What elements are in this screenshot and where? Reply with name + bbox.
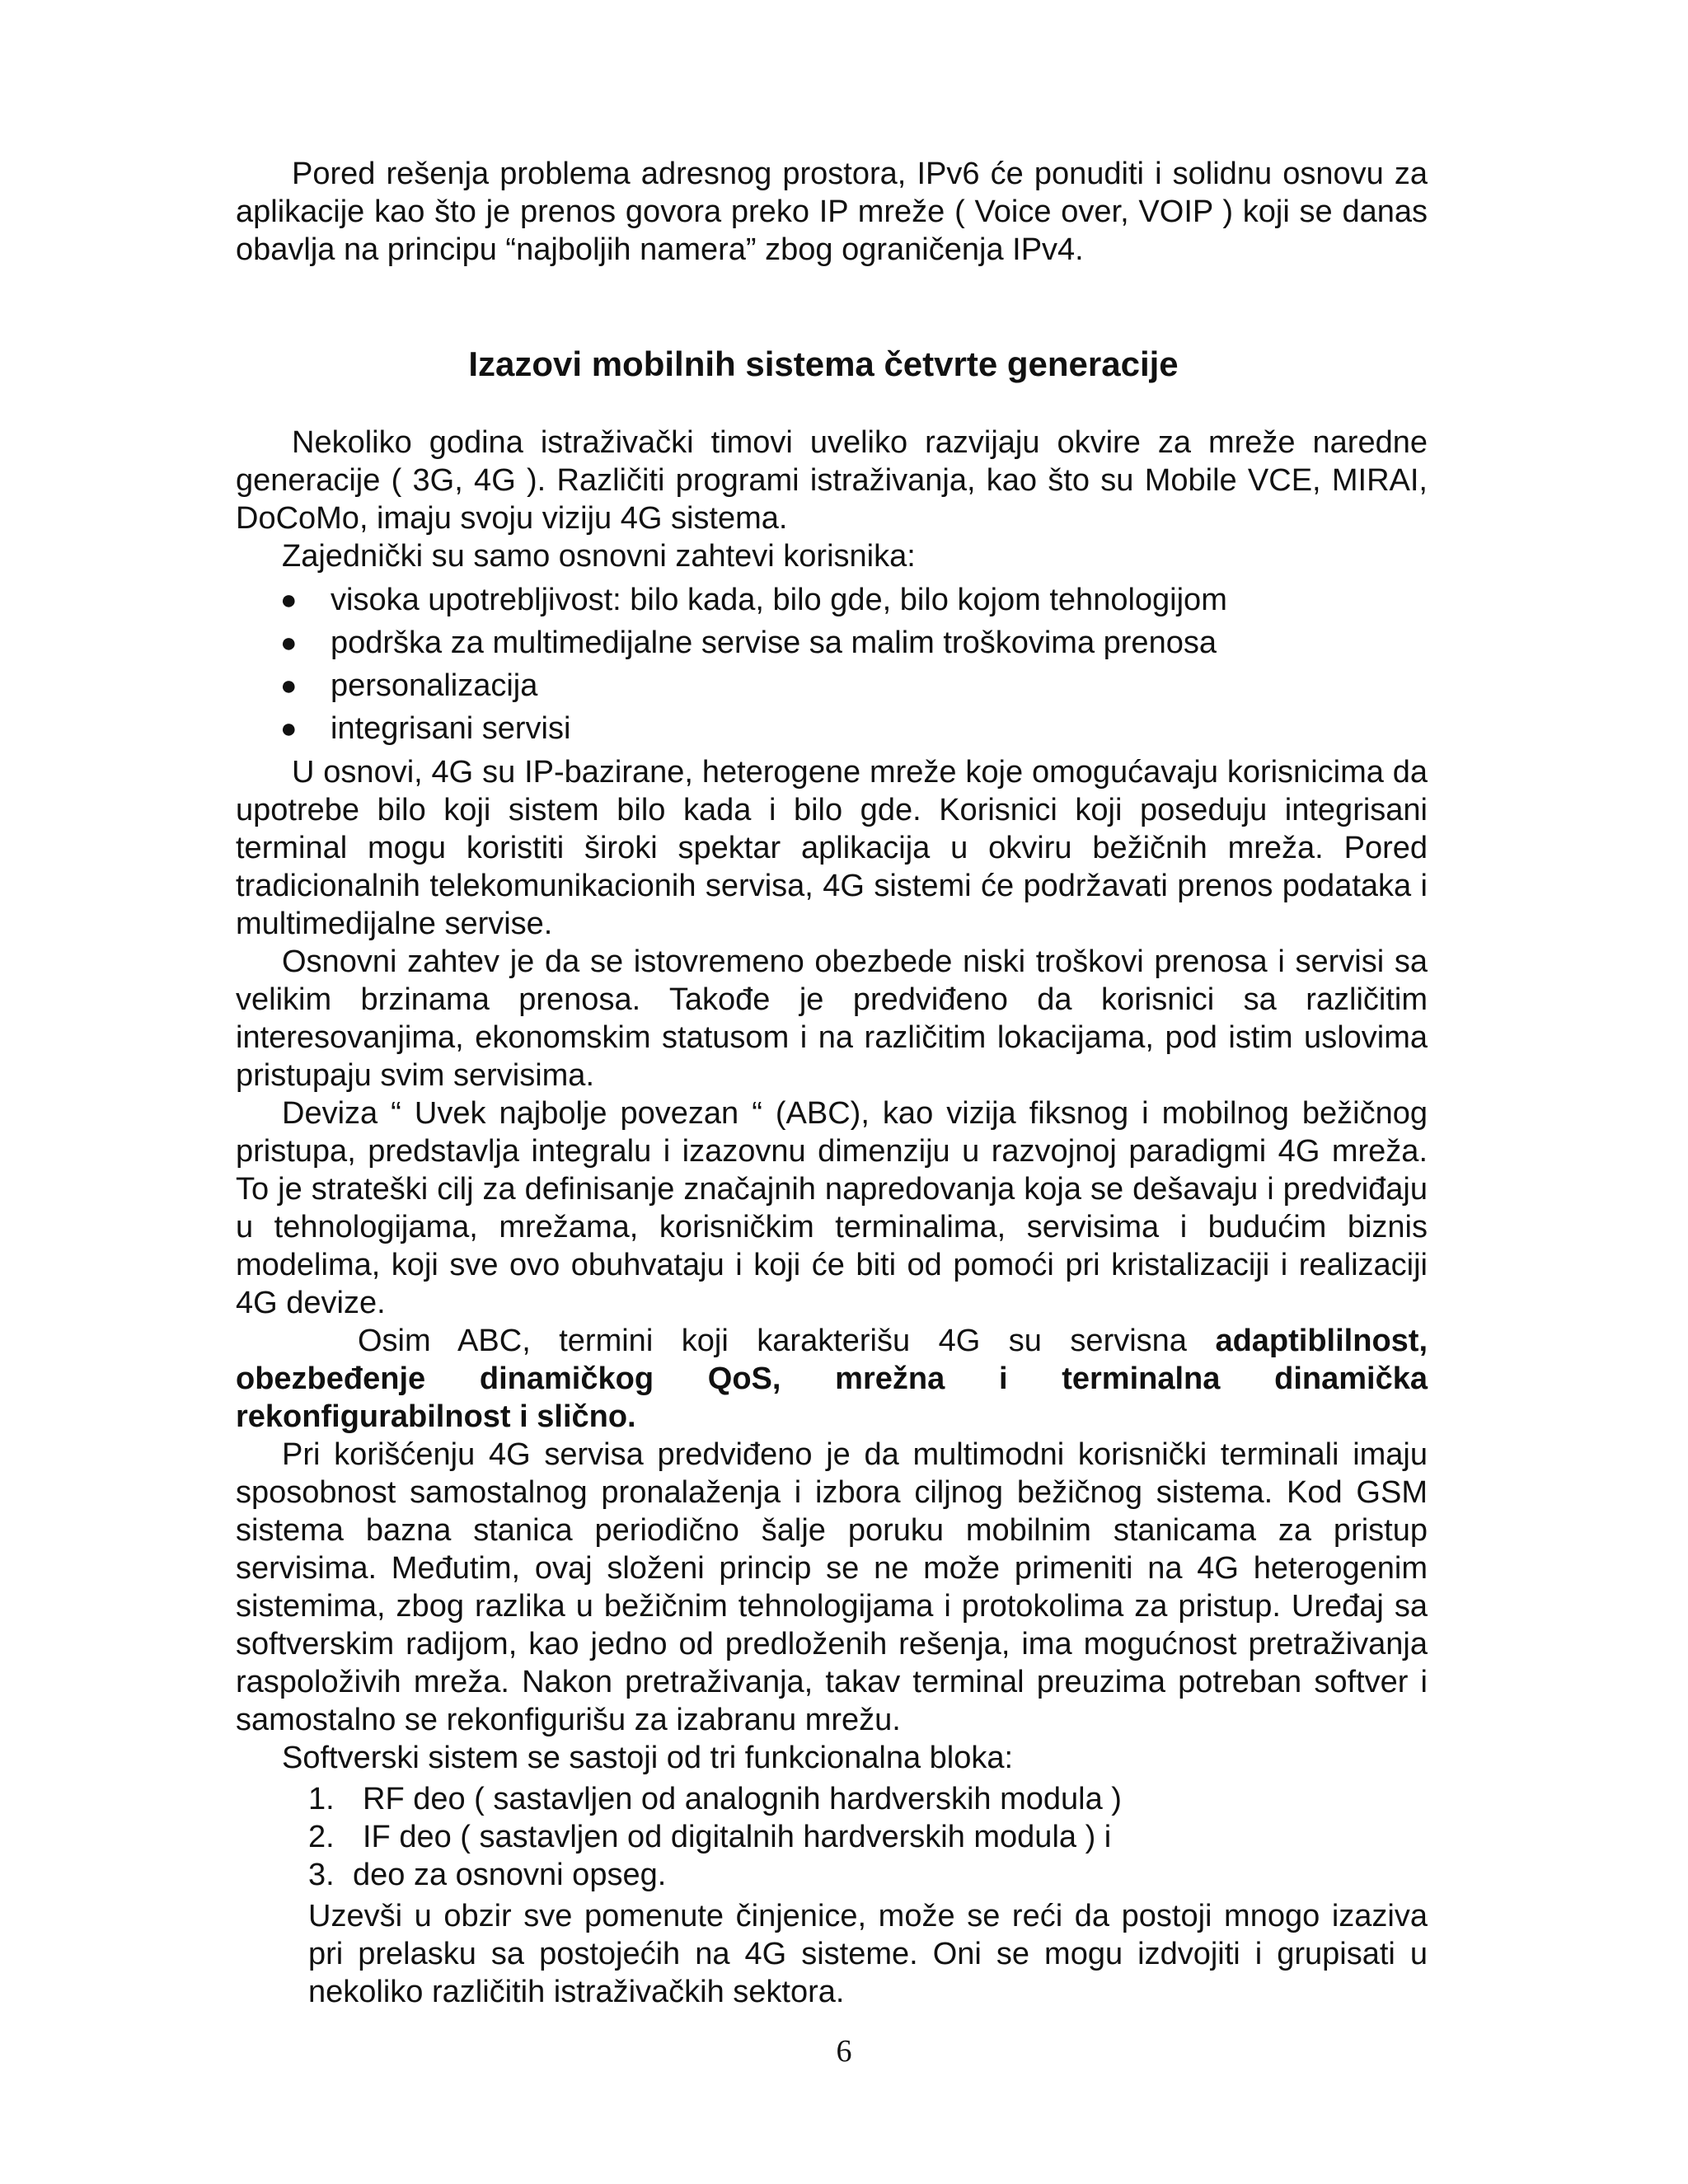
- list-item: ● visoka upotrebljivost: bilo kada, bilo gde, bilo kojom tehnologijom: [236, 579, 1428, 621]
- paragraph-2: Zajednički su samo osnovni zahtevi korisnika:: [282, 539, 916, 574]
- paragraph-6: Osim ABC, termini koji karakterišu 4G su servisna adaptiblilnost, obezbeđenje dinamičkog QoS, mrežna i terminalna dinamička rekonfigurabilnost i slično.: [236, 1324, 1428, 1434]
- paragraph-8: Softverski sistem se sastoji od tri funkcionalna bloka:: [282, 1741, 1014, 1775]
- paragraph-6-bold: adaptiblilnost, obezbeđenje dinamičkog QoS, mrežna i terminalna dinamička rekonfigurabilnost i slično.: [236, 1324, 1428, 1434]
- main-section: [236, 424, 1428, 2011]
- bullet-icon: ●: [280, 584, 298, 616]
- page-number: 6: [836, 2034, 852, 2069]
- list-item: ● personalizacija: [236, 664, 1428, 707]
- bullet-icon: ●: [280, 713, 298, 744]
- requirements-list: [236, 579, 1428, 750]
- list-item: ● podrška za multimedijalne servise sa malim troškovima prenosa: [236, 621, 1428, 664]
- list-item: 2. IF deo ( sastavljen od digitalnih hardverskih modula ) i: [308, 1820, 1112, 1854]
- paragraph-3: U osnovi, 4G su IP-bazirane, heterogene mreže koje omogućavaju korisnicima da upotrebe bilo koji sistem bilo kada i bilo gde. Korisnici koji poseduju integrisani terminal mogu koristiti široki spektar aplikacija u okviru bežičnih mreža. Pored tradicionalnih telekomunikacionih servisa, 4G sistemi će podržavati prenos podataka i multimedijalne servise.: [236, 755, 1428, 941]
- paragraph-7: Pri korišćenju 4G servisa predviđeno je da multimodni korisnički terminali imaju sposobnost samostalnog pronalaženja i izbora ciljnog bežičnog sistema. Kod GSM sistema bazna stanica periodično šalje poruku mobilnim stanicama za pristup servisima. Međutim, ovaj složeni princip se ne može primeniti na 4G heterogenim sistemima, zbog razlika u bežičnim tehnologijama i protokolima za pristup. Uređaj sa softverskim radijom, kao jedno od predloženih rešenja, ima mogućnost pretraživanja raspoloživih mreža. Nakon pretraživanja, takav terminal preuzima potreban softver i samostalno se rekonfigurišu za izabranu mrežu.: [236, 1437, 1428, 1737]
- section-heading: Izazovi mobilnih sistema četvrte generacije: [468, 344, 1179, 383]
- paragraph-4: Osnovni zahtev je da se istovremeno obezbede niski troškovi prenosa i servisi sa velikim brzinama prenosa. Takođe je predviđeno da korisnici sa različitim interesovanjima, ekonomskim statusom i na različitim lokacijama, pod istim uslovima pristupaju svim servisima.: [236, 944, 1428, 1093]
- intro-paragraph: Pored rešenja problema adresnog prostora, IPv6 će ponuditi i solidnu osnovu za aplikacije kao što je prenos govora preko IP mreže ( Voice over, VOIP ) koji se danas obavlja na principu “najboljih namera” zbog ograničenja IPv4.: [236, 157, 1428, 267]
- paragraph-5: Deviza “ Uvek najbolje povezan “ (ABC), kao vizija fiksnog i mobilnog bežičnog pristupa, predstavlja integralu i izazovnu dimenziju u razvojnoj paradigmi 4G mreža. To je strateški cilj za definisanje značajnih napredovanja koja se dešavaju i predviđaju u tehnologijama, mrežama, korisničkim terminalima, servisima i budućim biznis modelima, koji sve ovo obuhvataju i koji će biti od pomoći pri kristalizaciji i realizaciji 4G devize.: [236, 1096, 1428, 1320]
- bullet-icon: ●: [280, 670, 298, 701]
- list-item: 1. RF deo ( sastavljen od analognih hardverskih modula ): [308, 1782, 1122, 1816]
- list-item: ● integrisani servisi: [236, 707, 1428, 750]
- blocks-list: [236, 1780, 1428, 1894]
- paragraph-9: Uzevši u obzir sve pomenute činjenice, može se reći da postoji mnogo izaziva pri prelasku sa postojećih na 4G sisteme. Oni se mogu izdvojiti i grupisati u nekoliko različitih istraživačkih sektora.: [308, 1899, 1428, 2009]
- paragraph-1: Nekoliko godina istraživački timovi uveliko razvijaju okvire za mreže naredne generacije ( 3G, 4G ). Različiti programi istraživanja, kao što su Mobile VCE, MIRAI, DoCoMo, imaju svoju viziju 4G sistema.: [236, 425, 1428, 536]
- bullet-icon: ●: [280, 627, 298, 658]
- list-item: 3. deo za osnovni opseg.: [308, 1858, 667, 1892]
- intro-section: [236, 155, 1428, 269]
